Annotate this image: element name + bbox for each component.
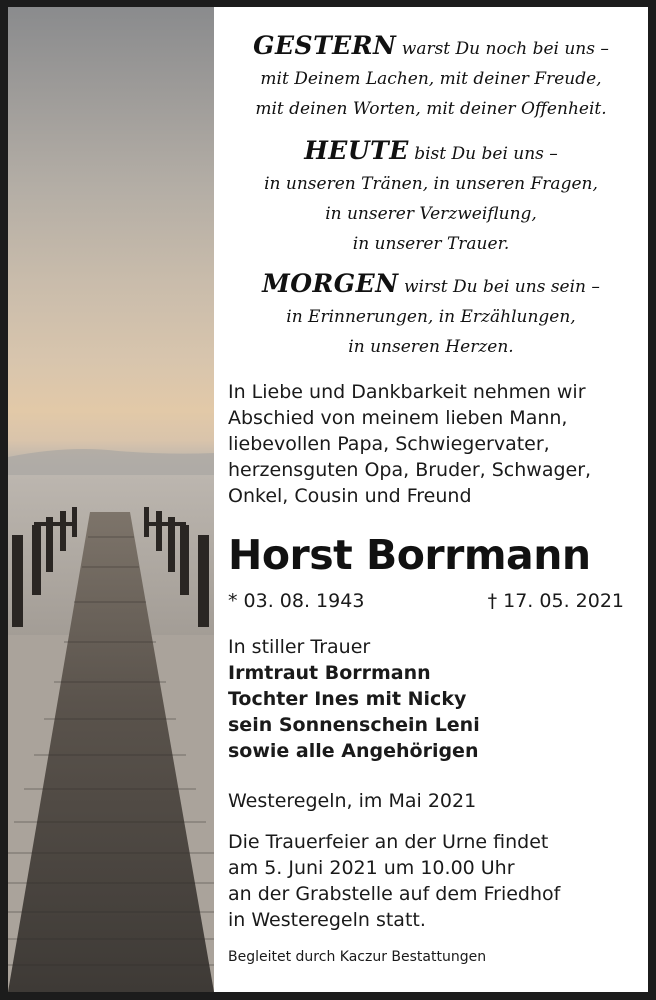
deceased-name: Horst Borrmann [228,531,591,579]
place-date: Westeregeln, im Mai 2021 [228,790,477,812]
ceremony-line: Die Trauerfeier an der Urne findet [228,831,549,853]
pier-photo [8,7,214,992]
poem-lead-yesterday: GESTERN [253,31,397,60]
poem-line: mit Deinem Lachen, mit deiner Freude, [260,69,602,89]
poem-stanza-yesterday [214,31,648,124]
poem-line: warst Du noch bei uns – [401,39,609,59]
intro-line: Onkel, Cousin und Freund [228,485,472,507]
poem-lead-tomorrow: MORGEN [262,269,399,298]
mourners-block [228,634,638,764]
poem-line: in unserer Trauer. [352,234,510,254]
birth-date: * 03. 08. 1943 [228,590,365,612]
mourner-name: Irmtraut Borrmann [228,662,431,684]
intro-text [228,379,638,509]
mourner-name: sein Sonnenschein Leni [228,714,480,736]
poem-line: bist Du bei uns – [414,144,558,164]
ceremony-info [228,829,638,933]
poem-stanza-today [214,136,648,259]
death-date: † 17. 05. 2021 [487,590,624,612]
ceremony-line: in Westeregeln statt. [228,909,426,931]
poem-line: in Erinnerungen, in Erzählungen, [286,307,576,327]
mourner-name: sowie alle Angehörigen [228,740,479,762]
undertaker-credit: Begleitet durch Kaczur Bestattungen [228,949,487,965]
text-panel [214,7,648,992]
pier-illustration [8,7,214,992]
ceremony-line: am 5. Juni 2021 um 10.00 Uhr [228,857,515,879]
intro-line: In Liebe und Dankbarkeit nehmen wir [228,381,586,403]
poem-line: in unserer Verzweiflung, [325,204,537,224]
poem-lead-today: HEUTE [304,136,409,165]
poem-line: mit deinen Worten, mit deiner Offenheit. [255,99,607,119]
intro-line: Abschied von meinem lieben Mann, [228,407,568,429]
poem-line: wirst Du bei uns sein – [403,277,600,297]
ceremony-line: an der Grabstelle auf dem Friedhof [228,883,561,905]
intro-line: liebevollen Papa, Schwiegervater, [228,433,550,455]
poem-line: in unseren Herzen. [348,337,514,357]
poem-line: in unseren Tränen, in unseren Fragen, [264,174,598,194]
mourners-intro: In stiller Trauer [228,636,371,658]
poem-stanza-tomorrow [214,269,648,362]
intro-line: herzensguten Opa, Bruder, Schwager, [228,459,592,481]
mourner-name: Tochter Ines mit Nicky [228,688,467,710]
